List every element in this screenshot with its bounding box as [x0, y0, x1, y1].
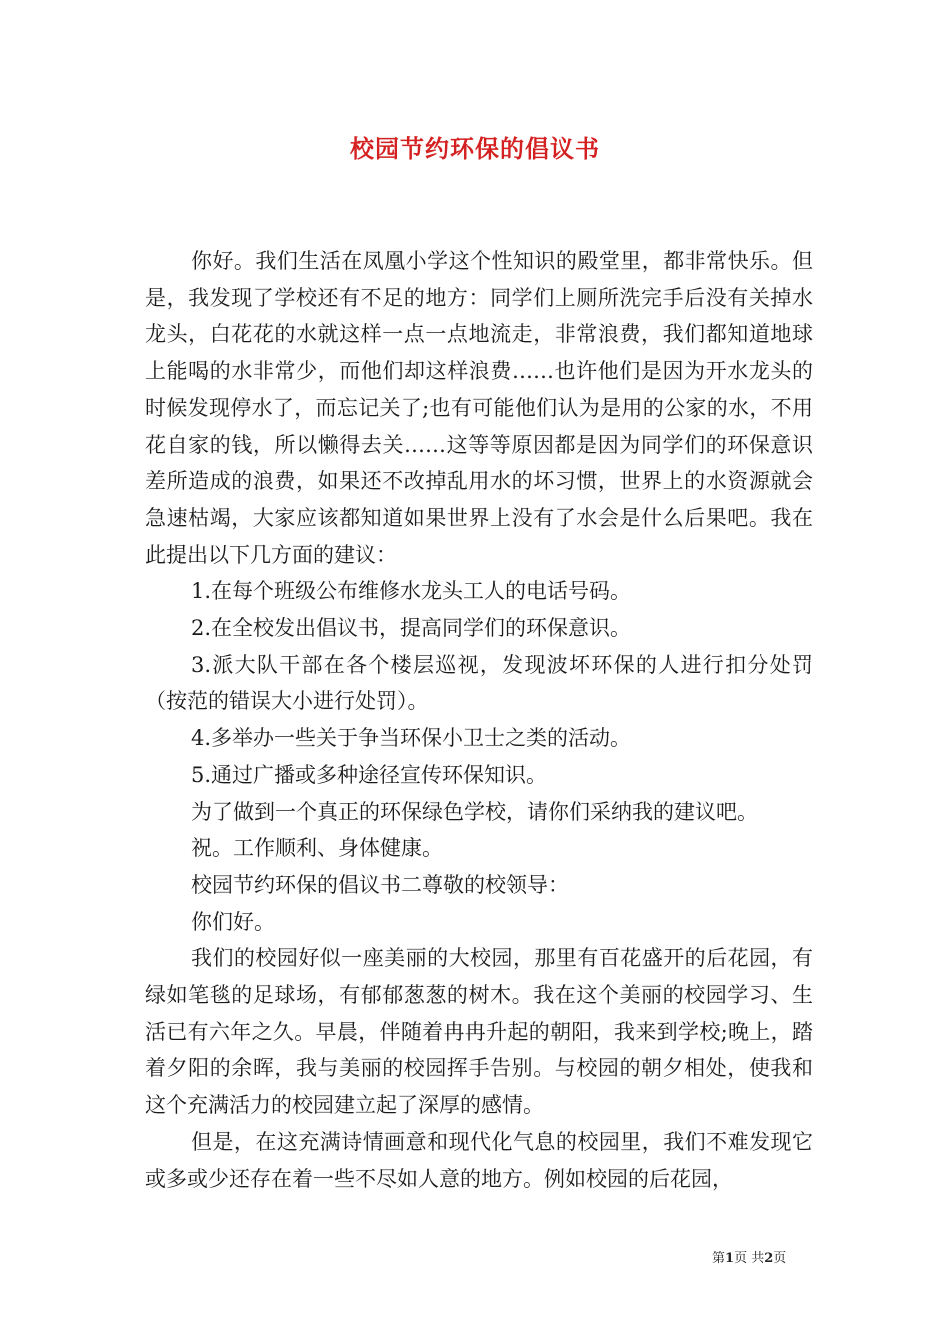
suggestion-item-3: 3.派大队干部在各个楼层巡视，发现波坏环保的人进行扣分处罚（按范的错误大小进行处罚）。 [145, 652, 813, 714]
paragraph-campus: 我们的校园好似一座美丽的大校园，那里有百花盛开的后花园，有绿如笔毯的足球场，有郁郁葱葱的树木。我在这个美丽的校园学习、生活已有六年之久。早晨，伴随着冉冉升起的朝阳，我来到学校;晚上，踏着夕阳的余晖，我与美丽的校园挥手告别。与校园的朝夕相处，使我和这个充满活力的校园建立起了深厚的感情。 [145, 946, 813, 1118]
suggestion-item-2: 2.在全校发出倡议书，提高同学们的环保意识。 [191, 616, 632, 641]
paragraph-intro: 你好。我们生活在凤凰小学这个性知识的殿堂里，都非常快乐。但是，我发现了学校还有不足的地方：同学们上厕所洗完手后没有关掉水龙头，白花花的水就这样一点一点地流走，非常浪费，我们都知道地球上能喝的水非常少，而他们却这样浪费……也许他们是因为开水龙头的时候发现停水了，而忘记关了;也有可能他们认为是用的公家的水，不用花自家的钱，所以懒得去关……这等等原因都是因为同学们的环保意识差所造成的浪费，如果还不改掉乱用水的坏习惯，世界上的水资源就会急速枯竭，大家应该都知道如果世界上没有了水会是什么后果吧。我在此提出以下几方面的建议： [145, 249, 813, 567]
footer-prefix: 第 [712, 1251, 726, 1266]
paragraph-second-heading: 校园节约环保的倡议书二尊敬的校领导： [191, 872, 569, 897]
footer-current-page: 1 [725, 1251, 735, 1266]
paragraph-greeting: 你们好。 [191, 909, 275, 934]
paragraph-appeal: 为了做到一个真正的环保绿色学校，请你们采纳我的建议吧。 [191, 799, 758, 824]
footer-total-pages: 2 [764, 1251, 774, 1266]
paragraph-however: 但是，在这充满诗情画意和现代化气息的校园里，我们不难发现它或多或少还存在着一些不尽如人意的地方。例如校园的后花园， [145, 1129, 813, 1191]
suggestion-item-5: 5.通过广播或多种途径宣传环保知识。 [191, 762, 548, 787]
footer-middle: 页 共 [734, 1251, 765, 1266]
page-footer [712, 1247, 786, 1266]
document-title: 校园节约环保的倡议书 [350, 134, 600, 163]
suggestion-item-1: 1.在每个班级公布维修水龙头工人的电话号码。 [191, 579, 632, 604]
suggestion-item-4: 4.多举办一些关于争当环保小卫士之类的活动。 [191, 726, 632, 751]
document-body [145, 243, 813, 1197]
paragraph-wishes: 祝。工作顺利、身体健康。 [191, 836, 443, 861]
footer-suffix: 页 [773, 1251, 787, 1266]
